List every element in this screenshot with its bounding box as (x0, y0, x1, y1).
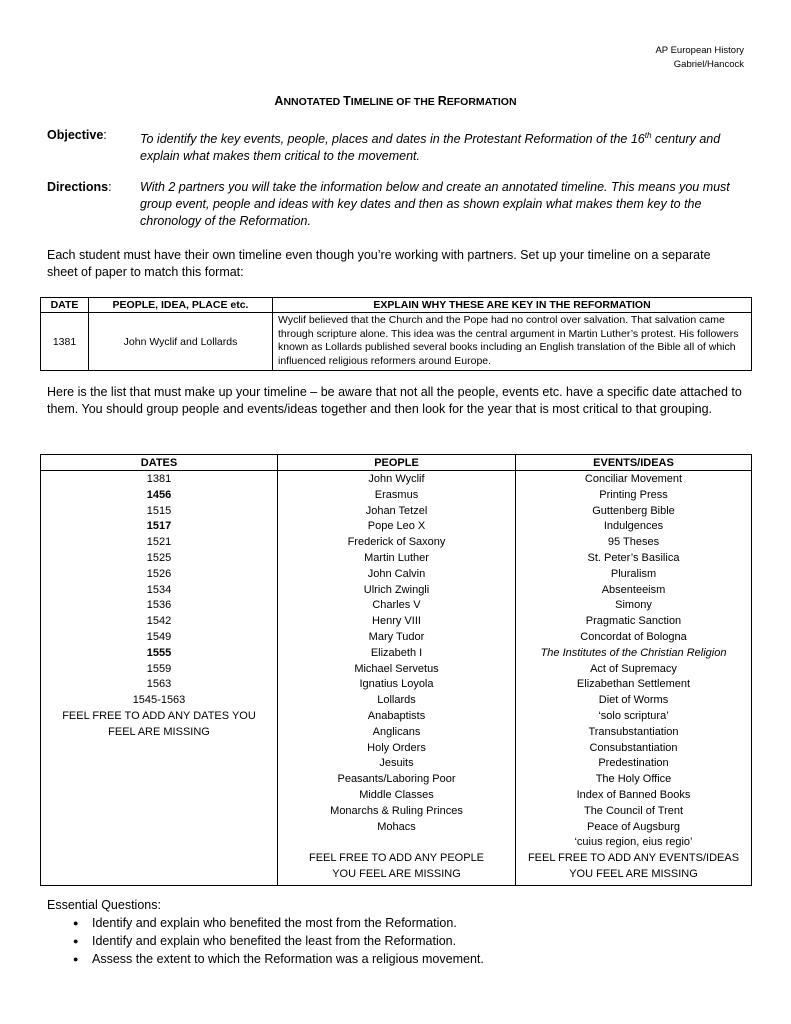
date-item: 1563 (146, 678, 172, 691)
events-column (516, 471, 752, 886)
person-item: Mohacs (377, 820, 416, 833)
event-item: The Council of Trent (583, 804, 684, 817)
title-part: R (437, 94, 447, 108)
bullet-icon: ● (73, 936, 79, 946)
list-spacer (278, 835, 515, 851)
date-item: 1525 (146, 551, 172, 564)
date-item: 1559 (146, 662, 172, 675)
teacher-names: Gabriel/Hancock (673, 59, 744, 70)
event-item: St. Peter’s Basilica (587, 551, 680, 564)
event-item: Guttenberg Bible (592, 504, 675, 517)
date-item: 1521 (146, 536, 172, 549)
date-item: 1381 (146, 473, 172, 485)
header-dates: DATES (41, 455, 278, 471)
event-item: Act of Supremacy (590, 662, 677, 675)
directions-text: With 2 partners you will take the information below and create an annotated timeline. This means you must group event, people and ideas with key dates and then as shown explain what makes them key to the chronology of the Reformation. (140, 180, 730, 228)
timeline-list-table (40, 454, 752, 886)
date-item: 1536 (146, 599, 172, 612)
event-item: The Holy Office (595, 773, 672, 786)
list-table-body (41, 471, 752, 886)
date-item: 1542 (146, 615, 172, 628)
event-item: ‘cuius region, eius regio’ (574, 836, 693, 849)
event-item: Consubstantiation (589, 741, 678, 754)
header-date: DATE (41, 298, 89, 313)
directions-label: Directions: (47, 180, 112, 194)
title-part: IMELINE OF THE (350, 96, 438, 108)
event-item: Index of Banned Books (576, 788, 691, 801)
person-item: Elizabeth I (370, 646, 423, 659)
title-part: EFORMATION (446, 96, 517, 108)
person-item: Jesuits (379, 757, 414, 770)
essential-questions-heading: Essential Questions: (47, 898, 161, 912)
person-item: Middle Classes (359, 788, 434, 801)
header-events: EVENTS/IDEAS (516, 455, 752, 471)
person-item: Michael Servetus (354, 662, 439, 675)
person-item: Henry VIII (372, 615, 421, 628)
course-header (655, 44, 744, 72)
title-part: NNOTATED (283, 96, 344, 108)
events-note-1: FEEL FREE TO ADD ANY EVENTS/IDEAS (527, 852, 740, 865)
dates-note: FEEL FREE TO ADD ANY DATES YOU FEEL ARE MISSING (62, 709, 256, 738)
header-explain: EXPLAIN WHY THESE ARE KEY IN THE REFORMATION (273, 298, 752, 313)
people-note: FEEL FREE TO ADD ANY PEOPLE YOU FEEL ARE MISSING (308, 852, 485, 880)
title-part: T (343, 94, 351, 108)
date-item: 1545-1563 (132, 694, 186, 707)
person-item: Anglicans (372, 725, 421, 738)
list-table-header (41, 455, 752, 471)
event-item: Pluralism (610, 567, 657, 580)
event-item: Conciliar Movement (584, 473, 683, 485)
person-item: Anabaptists (367, 709, 426, 722)
title-part: A (274, 94, 284, 108)
date-item: 1555 (146, 646, 172, 659)
date-item: 1456 (146, 488, 172, 501)
objective-label: Objective: (47, 128, 107, 142)
person-item: Johan Tetzel (365, 504, 428, 517)
format-people-cell: John Wyclif and Lollards (89, 313, 273, 371)
page-title (0, 94, 791, 108)
date-item: 1515 (146, 504, 172, 517)
essential-question-item: ● Assess the extent to which the Reformation was a religious movement. (73, 951, 484, 969)
event-item: Transubstantiation (588, 725, 679, 738)
event-item: ‘solo scriptura’ (598, 709, 669, 722)
objective-text: To identify the key events, people, places and dates in the Protestant Reformation of the 16th century and explain what makes them critical to the movement. (140, 131, 721, 164)
event-item: Absenteeism (601, 583, 666, 596)
instructions-paragraph: Each student must have their own timeline even though you’re working with partners. Set up your timeline on a separate sheet of paper to match this format: (47, 248, 711, 279)
person-item: John Calvin (367, 567, 426, 580)
person-item: Erasmus (374, 488, 419, 501)
event-item: Printing Press (599, 488, 668, 501)
person-item: Peasants/Laboring Poor (337, 773, 456, 786)
list-intro-paragraph: Here is the list that must make up your timeline – be aware that not all the people, events etc. have a specific date attached to them. You should group people and events/ideas together and then look for the year that is most critical to that grouping. (47, 385, 742, 416)
person-item: Frederick of Saxony (347, 536, 446, 549)
event-item: Peace of Augsburg (587, 820, 680, 833)
date-item: 1534 (146, 583, 172, 596)
event-item: Simony (615, 599, 652, 612)
person-item: Monarchs & Ruling Princes (330, 804, 463, 817)
person-item: Martin Luther (364, 551, 429, 564)
event-item: Indulgences (603, 520, 664, 533)
event-item: The Institutes of the Christian Religion (540, 646, 727, 659)
person-item: John Wyclif (368, 473, 425, 485)
format-explain-cell: Wyclif believed that the Church and the Pope had no control over salvation. That salvation came through scripture alone. This idea was the central argument in Martin Luther’s protest. His followers known as Lollards published several books including an English translation of the Bible all of which influenced religious reformers around Europe. (273, 313, 752, 371)
date-item: 1517 (146, 520, 172, 533)
people-column (278, 471, 516, 886)
events-note-2: YOU FEEL ARE MISSING (569, 867, 698, 880)
person-item: Mary Tudor (368, 630, 425, 643)
format-table (40, 297, 752, 371)
person-item: Charles V (372, 599, 421, 612)
event-item: Elizabethan Settlement (576, 678, 691, 691)
date-item: 1549 (146, 630, 172, 643)
event-item: Concordat of Bologna (580, 630, 687, 643)
header-people: PEOPLE, IDEA, PLACE etc. (89, 298, 273, 313)
format-date-cell: 1381 (41, 313, 89, 371)
person-item: Ignatius Loyola (359, 678, 434, 691)
course-name: AP European History (655, 45, 744, 56)
bullet-icon: ● (73, 954, 79, 964)
header-people: PEOPLE (278, 455, 516, 471)
essential-question-item: ● Identify and explain who benefited the least from the Reformation. (73, 933, 456, 951)
event-item: Diet of Worms (598, 694, 669, 707)
date-item: 1526 (146, 567, 172, 580)
person-item: Pope Leo X (367, 520, 426, 533)
format-table-row (41, 313, 752, 371)
event-item: 95 Theses (607, 536, 660, 549)
bullet-icon: ● (73, 918, 79, 928)
essential-question-item: ● Identify and explain who benefited the most from the Reformation. (73, 915, 457, 933)
event-item: Pragmatic Sanction (585, 615, 682, 628)
person-item: Ulrich Zwingli (363, 583, 430, 596)
dates-column (41, 471, 278, 886)
person-item: Lollards (377, 694, 416, 707)
event-item: Predestination (598, 757, 669, 770)
format-table-header (41, 298, 752, 313)
person-item: Holy Orders (367, 741, 426, 754)
